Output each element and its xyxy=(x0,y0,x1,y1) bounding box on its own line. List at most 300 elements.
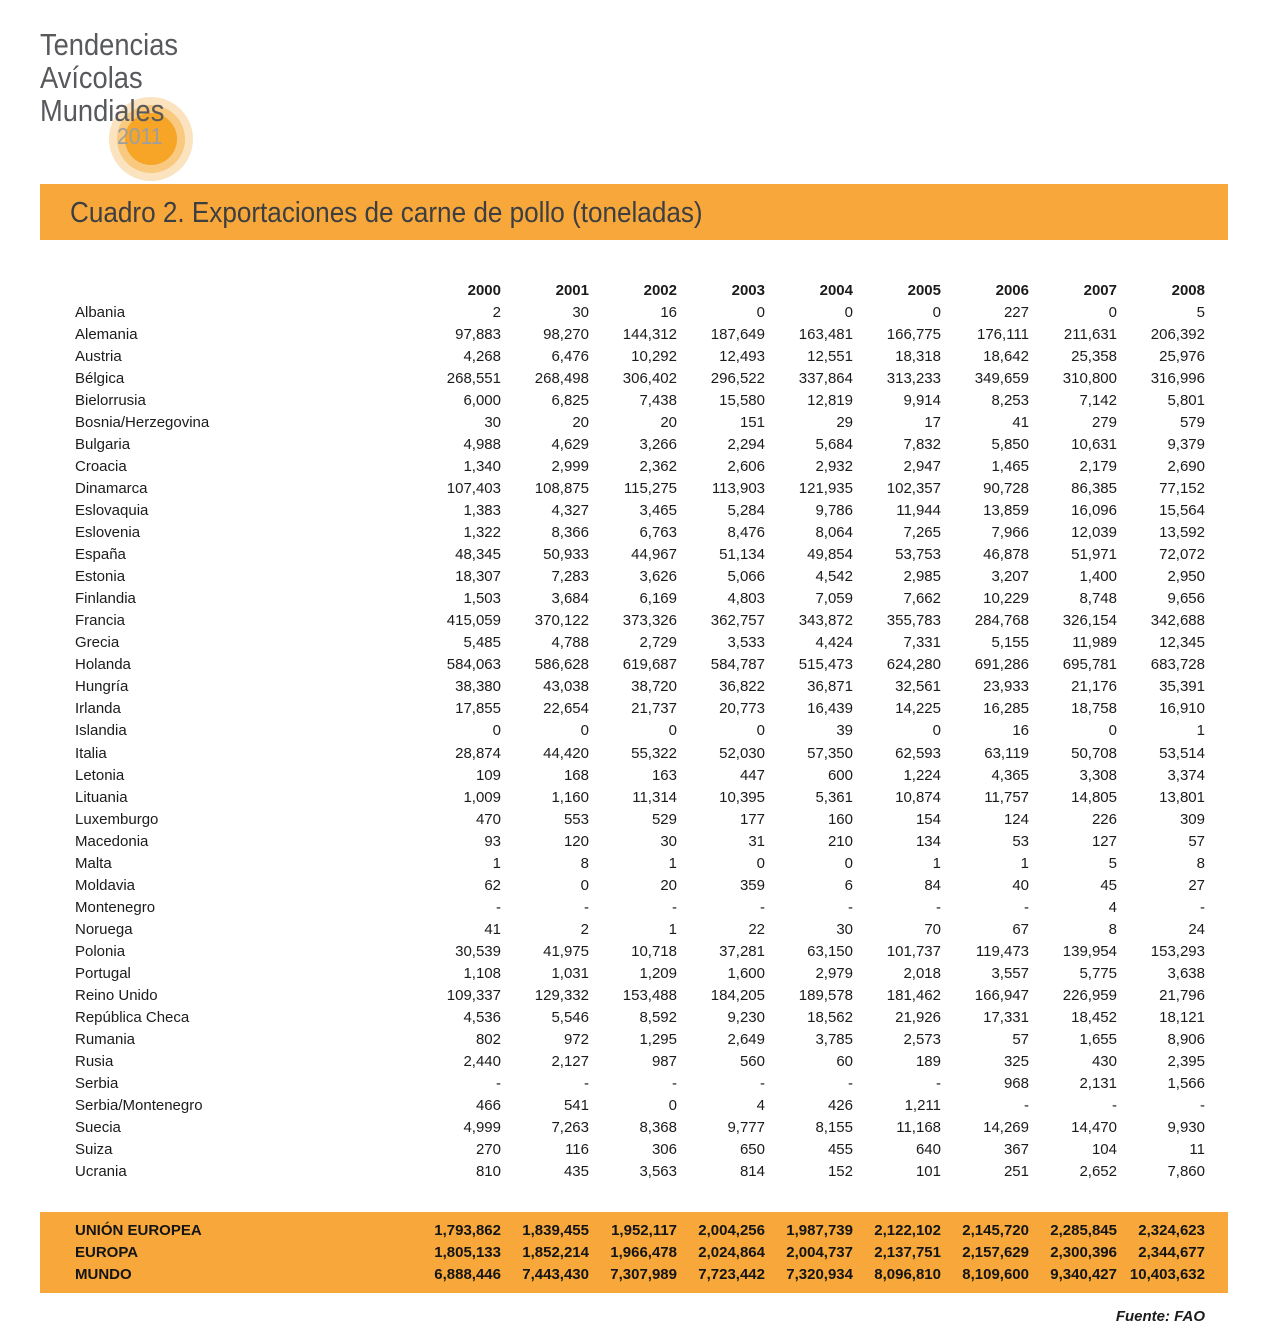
cell-value: 38,380 xyxy=(455,678,501,696)
row-label: Islandia xyxy=(75,722,127,740)
cell-value: 3,266 xyxy=(639,435,677,453)
cell-value: 2,122,102 xyxy=(874,1221,941,1239)
cell-value: 2,947 xyxy=(903,457,941,475)
logo xyxy=(40,28,197,127)
cell-value: 166,775 xyxy=(886,325,941,343)
row-label: Portugal xyxy=(75,964,131,982)
cell-value: 7,263 xyxy=(551,1119,589,1137)
table-row xyxy=(75,918,1205,940)
cell-value: 2,606 xyxy=(727,457,765,475)
table-row xyxy=(75,1117,1205,1139)
cell-value: 309 xyxy=(1179,810,1205,828)
cell-value: 115,275 xyxy=(623,479,677,497)
cell-value: 16,285 xyxy=(983,700,1029,718)
cell-value: 176,111 xyxy=(977,325,1029,343)
table-row xyxy=(75,874,1205,896)
cell-value: 1,108 xyxy=(463,964,501,982)
table-row xyxy=(75,676,1205,698)
cell-value: 7,662 xyxy=(903,590,941,608)
cell-value: 2,157,629 xyxy=(962,1243,1029,1261)
cell-value: 8,748 xyxy=(1079,590,1117,608)
cell-value: - xyxy=(496,1075,501,1093)
cell-value: 8 xyxy=(580,854,589,872)
cell-value: 163,481 xyxy=(798,325,853,343)
cell-value: 4,327 xyxy=(551,501,589,519)
cell-value: 41,975 xyxy=(543,942,589,960)
cell-value: 16,096 xyxy=(1071,501,1117,519)
cell-value: 1 xyxy=(492,854,501,872)
cell-value: 14,269 xyxy=(983,1119,1029,1137)
cell-value: 7,723,442 xyxy=(698,1266,765,1284)
table-row xyxy=(75,962,1205,984)
cell-value: 134 xyxy=(915,832,941,850)
cell-value: 144,312 xyxy=(622,325,677,343)
cell-value: 3,785 xyxy=(815,1031,853,1049)
table-row xyxy=(75,720,1205,742)
row-label: Lituania xyxy=(75,788,128,806)
cell-value: 11,168 xyxy=(896,1119,941,1137)
cell-value: 206,392 xyxy=(1150,325,1205,343)
cell-value: 3,374 xyxy=(1167,766,1205,784)
year-header: 2000 xyxy=(467,281,501,299)
year-header: 2001 xyxy=(555,281,589,299)
cell-value: 6,476 xyxy=(551,347,589,365)
cell-value: - xyxy=(1200,1097,1205,1115)
summary-band xyxy=(40,1212,1228,1293)
cell-value: 10,631 xyxy=(1071,435,1117,453)
cell-value: 7,860 xyxy=(1167,1163,1205,1181)
table-row xyxy=(75,433,1205,455)
cell-value: 6,825 xyxy=(551,391,589,409)
cell-value: 1,211 xyxy=(904,1097,941,1115)
cell-value: 0 xyxy=(756,854,765,872)
cell-value: 373,326 xyxy=(622,612,677,630)
year-header: 2004 xyxy=(819,281,853,299)
cell-value: - xyxy=(760,898,765,916)
cell-value: 9,777 xyxy=(727,1119,765,1137)
cell-value: 62 xyxy=(484,876,501,894)
cell-value: 0 xyxy=(580,876,589,894)
row-label: Alemania xyxy=(75,325,138,343)
cell-value: 2,999 xyxy=(551,457,589,475)
row-label: Reino Unido xyxy=(75,987,158,1005)
table-row xyxy=(75,808,1205,830)
cell-value: 279 xyxy=(1091,413,1117,431)
cell-value: 50,933 xyxy=(543,546,589,564)
cell-value: 14,225 xyxy=(895,700,941,718)
cell-value: 5,155 xyxy=(991,634,1029,652)
cell-value: 1,839,455 xyxy=(522,1221,589,1239)
row-label: Eslovenia xyxy=(75,524,141,542)
row-label: Suiza xyxy=(75,1141,113,1159)
cell-value: 2,440 xyxy=(463,1053,501,1071)
table-row xyxy=(75,499,1205,521)
cell-value: 35,391 xyxy=(1159,678,1205,696)
cell-value: 2,127 xyxy=(551,1053,589,1071)
cell-value: 972 xyxy=(563,1031,589,1049)
cell-value: 20 xyxy=(660,413,677,431)
cell-value: 29 xyxy=(836,413,853,431)
cell-value: 72,072 xyxy=(1159,546,1205,564)
row-label: Estonia xyxy=(75,568,126,586)
cell-value: - xyxy=(584,1075,589,1093)
cell-value: 11,989 xyxy=(1072,634,1117,652)
cell-value: 0 xyxy=(756,722,765,740)
summary-table xyxy=(75,1219,1228,1286)
cell-value: 25,976 xyxy=(1159,347,1205,365)
row-label: Grecia xyxy=(75,634,120,652)
cell-value: 51,971 xyxy=(1071,546,1117,564)
cell-value: 0 xyxy=(580,722,589,740)
cell-value: 4,629 xyxy=(551,435,589,453)
cell-value: 640 xyxy=(915,1141,941,1159)
row-label: Holanda xyxy=(75,656,131,674)
cell-value: 5,284 xyxy=(727,501,765,519)
cell-value: 7,307,989 xyxy=(610,1266,677,1284)
row-label: MUNDO xyxy=(75,1266,132,1284)
row-label: Eslovaquia xyxy=(75,501,149,519)
cell-value: 2,362 xyxy=(639,457,677,475)
cell-value: 67 xyxy=(1012,920,1029,938)
cell-value: 15,564 xyxy=(1159,501,1205,519)
cell-value: 1,952,117 xyxy=(611,1221,677,1239)
cell-value: - xyxy=(848,898,853,916)
cell-value: 541 xyxy=(563,1097,589,1115)
cell-value: 11,944 xyxy=(896,501,941,519)
row-label: Finlandia xyxy=(75,590,136,608)
cell-value: 38,720 xyxy=(631,678,677,696)
table-row xyxy=(75,764,1205,786)
cell-value: 12,551 xyxy=(807,347,853,365)
cell-value: 0 xyxy=(844,303,853,321)
table-row xyxy=(75,323,1205,345)
cell-value: 8,096,810 xyxy=(874,1266,941,1284)
cell-value: 343,872 xyxy=(798,612,853,630)
cell-value: 12,819 xyxy=(807,391,853,409)
table-row xyxy=(75,698,1205,720)
cell-value: 48,345 xyxy=(455,546,501,564)
cell-value: 5 xyxy=(1196,303,1205,321)
cell-value: 36,871 xyxy=(807,678,853,696)
cell-value: 695,781 xyxy=(1062,656,1117,674)
exports-table xyxy=(75,279,1205,1183)
table-row xyxy=(75,301,1205,323)
cell-value: 1 xyxy=(1196,722,1205,740)
cell-value: 13,801 xyxy=(1159,788,1205,806)
table-row xyxy=(75,1095,1205,1117)
row-label: Malta xyxy=(75,854,112,872)
cell-value: 37,281 xyxy=(719,942,765,960)
cell-value: 9,914 xyxy=(903,391,941,409)
cell-value: 1,295 xyxy=(639,1031,677,1049)
summary-row xyxy=(75,1264,1228,1286)
cell-value: - xyxy=(496,898,501,916)
cell-value: 102,357 xyxy=(886,479,941,497)
cell-value: 6,000 xyxy=(463,391,501,409)
cell-value: 8,064 xyxy=(815,524,853,542)
cell-value: 2,300,396 xyxy=(1050,1243,1117,1261)
cell-value: 13,859 xyxy=(983,501,1029,519)
cell-value: 39 xyxy=(836,722,853,740)
cell-value: 4,788 xyxy=(551,634,589,652)
cell-value: 0 xyxy=(1108,722,1117,740)
table-row xyxy=(75,367,1205,389)
row-label: EUROPA xyxy=(75,1243,139,1261)
table-row xyxy=(75,1139,1205,1161)
cell-value: 5,684 xyxy=(815,435,853,453)
cell-value: 36,822 xyxy=(719,678,765,696)
row-label: Croacia xyxy=(75,457,127,475)
cell-value: 7,966 xyxy=(991,524,1029,542)
cell-value: 5,066 xyxy=(727,568,765,586)
table-row xyxy=(75,1007,1205,1029)
table-row xyxy=(75,588,1205,610)
table-row xyxy=(75,852,1205,874)
cell-value: 5,775 xyxy=(1079,964,1117,982)
cell-value: 1,224 xyxy=(903,766,941,784)
cell-value: 2,344,677 xyxy=(1138,1243,1205,1261)
row-label: Rusia xyxy=(75,1053,114,1071)
table-title: Cuadro 2. Exportaciones de carne de pollo (toneladas) xyxy=(70,197,703,229)
cell-value: 2,294 xyxy=(727,435,765,453)
cell-value: 45 xyxy=(1100,876,1117,894)
cell-value: 0 xyxy=(1108,303,1117,321)
cell-value: 1,503 xyxy=(463,590,501,608)
row-label: Serbia/Montenegro xyxy=(75,1097,203,1115)
cell-value: - xyxy=(1200,898,1205,916)
row-label: Bosnia/Herzegovina xyxy=(75,413,210,431)
cell-value: 9,656 xyxy=(1167,590,1205,608)
cell-value: 16 xyxy=(660,303,677,321)
cell-value: 17 xyxy=(924,413,941,431)
table-row xyxy=(75,654,1205,676)
cell-value: 8,109,600 xyxy=(962,1266,1029,1284)
cell-value: 18,452 xyxy=(1071,1009,1117,1027)
cell-value: 2,985 xyxy=(903,568,941,586)
cell-value: 18,121 xyxy=(1159,1009,1205,1027)
cell-value: 8,368 xyxy=(639,1119,677,1137)
cell-value: 153,293 xyxy=(1150,942,1205,960)
cell-value: 9,930 xyxy=(1167,1119,1205,1137)
cell-value: 683,728 xyxy=(1150,656,1205,674)
cell-value: 30 xyxy=(572,303,589,321)
cell-value: 3,465 xyxy=(639,501,677,519)
cell-value: 25,358 xyxy=(1071,347,1117,365)
row-label: UNIÓN EUROPEA xyxy=(75,1221,202,1239)
cell-value: 1,600 xyxy=(727,964,765,982)
cell-value: 515,473 xyxy=(798,656,853,674)
cell-value: 251 xyxy=(1003,1163,1029,1181)
cell-value: 3,626 xyxy=(639,568,677,586)
cell-value: 430 xyxy=(1091,1053,1117,1071)
cell-value: 359 xyxy=(739,876,765,894)
logo-line-2: Avícolas xyxy=(40,60,143,95)
row-label: Suecia xyxy=(75,1119,121,1137)
cell-value: 1,805,133 xyxy=(434,1243,501,1261)
cell-value: 4,803 xyxy=(727,590,765,608)
cell-value: 313,233 xyxy=(886,369,941,387)
year-header: 2003 xyxy=(731,281,765,299)
cell-value: 181,462 xyxy=(886,987,941,1005)
cell-value: 151 xyxy=(739,413,765,431)
cell-value: 2,004,256 xyxy=(698,1221,765,1239)
year-header: 2007 xyxy=(1083,281,1117,299)
cell-value: 17,331 xyxy=(983,1009,1029,1027)
cell-value: 1,566 xyxy=(1167,1075,1205,1093)
row-label: Rumania xyxy=(75,1031,136,1049)
cell-value: 1,031 xyxy=(551,964,589,982)
cell-value: 43,038 xyxy=(543,678,589,696)
row-label: Noruega xyxy=(75,920,133,938)
cell-value: 77,152 xyxy=(1159,479,1205,497)
row-label: Polonia xyxy=(75,942,126,960)
cell-value: 7,438 xyxy=(639,391,677,409)
cell-value: 4 xyxy=(1108,898,1117,916)
row-label: Dinamarca xyxy=(75,479,148,497)
cell-value: 2,179 xyxy=(1079,457,1117,475)
row-label: Bulgaria xyxy=(75,435,131,453)
cell-value: 268,498 xyxy=(534,369,589,387)
year-header: 2005 xyxy=(907,281,941,299)
cell-value: 2,324,623 xyxy=(1138,1221,1205,1239)
cell-value: 11,314 xyxy=(632,788,677,806)
cell-value: 10,718 xyxy=(631,942,677,960)
cell-value: 415,059 xyxy=(446,612,501,630)
cell-value: - xyxy=(1024,1097,1029,1115)
cell-value: 0 xyxy=(668,722,677,740)
source-note: Fuente: FAO xyxy=(1115,1308,1205,1325)
cell-value: 11 xyxy=(1189,1141,1205,1159)
cell-value: 2,729 xyxy=(639,634,677,652)
cell-value: 7,320,934 xyxy=(786,1266,853,1284)
cell-value: 5,546 xyxy=(551,1009,589,1027)
table-row xyxy=(75,830,1205,852)
cell-value: 0 xyxy=(668,1097,677,1115)
cell-value: 4 xyxy=(756,1097,765,1115)
cell-value: 57 xyxy=(1012,1031,1029,1049)
cell-value: 455 xyxy=(827,1141,853,1159)
cell-value: 7,142 xyxy=(1079,391,1117,409)
cell-value: 8,592 xyxy=(639,1009,677,1027)
cell-value: 6 xyxy=(844,876,853,894)
cell-value: 1,465 xyxy=(991,457,1029,475)
cell-value: 153,488 xyxy=(622,987,677,1005)
row-label: Bielorrusia xyxy=(75,391,146,409)
cell-value: 8,906 xyxy=(1167,1031,1205,1049)
table-row xyxy=(75,411,1205,433)
cell-value: 10,229 xyxy=(983,590,1029,608)
cell-value: 5,361 xyxy=(815,788,853,806)
row-label: República Checa xyxy=(75,1009,190,1027)
cell-value: 2,131 xyxy=(1079,1075,1117,1093)
table-row xyxy=(75,632,1205,654)
cell-value: 2,285,845 xyxy=(1050,1221,1117,1239)
cell-value: 316,996 xyxy=(1150,369,1205,387)
cell-value: 210 xyxy=(827,832,853,850)
cell-value: 5 xyxy=(1108,854,1117,872)
cell-value: 0 xyxy=(932,722,941,740)
cell-value: 62,593 xyxy=(895,744,941,762)
cell-value: 227 xyxy=(1003,303,1029,321)
cell-value: 22,654 xyxy=(543,700,589,718)
cell-value: 7,832 xyxy=(903,435,941,453)
cell-value: 5,485 xyxy=(463,634,501,652)
cell-value: 11,757 xyxy=(984,788,1029,806)
cell-value: 1,852,214 xyxy=(522,1243,589,1261)
cell-value: 306,402 xyxy=(622,369,677,387)
cell-value: 226 xyxy=(1091,810,1117,828)
cell-value: 12,039 xyxy=(1071,524,1117,542)
cell-value: 2,652 xyxy=(1079,1163,1117,1181)
cell-value: 355,783 xyxy=(886,612,941,630)
cell-value: 13,592 xyxy=(1159,524,1205,542)
cell-value: - xyxy=(848,1075,853,1093)
cell-value: 4,542 xyxy=(815,568,853,586)
cell-value: 6,169 xyxy=(639,590,677,608)
cell-value: 70 xyxy=(924,920,941,938)
summary-row xyxy=(75,1241,1228,1263)
cell-value: 0 xyxy=(492,722,501,740)
cell-value: 166,947 xyxy=(974,987,1029,1005)
cell-value: 810 xyxy=(475,1163,501,1181)
row-label: Serbia xyxy=(75,1075,119,1093)
cell-value: 5,801 xyxy=(1167,391,1205,409)
cell-value: 2,395 xyxy=(1167,1053,1205,1071)
cell-value: 529 xyxy=(651,810,677,828)
cell-value: 226,959 xyxy=(1062,987,1117,1005)
cell-value: 7,443,430 xyxy=(522,1266,589,1284)
cell-value: 18,642 xyxy=(983,347,1029,365)
cell-value: 2,018 xyxy=(903,964,941,982)
cell-value: 9,230 xyxy=(727,1009,765,1027)
cell-value: 600 xyxy=(827,766,853,784)
cell-value: 619,687 xyxy=(622,656,677,674)
cell-value: 86,385 xyxy=(1071,479,1117,497)
cell-value: 3,207 xyxy=(991,568,1029,586)
cell-value: 4,268 xyxy=(463,347,501,365)
cell-value: - xyxy=(672,1075,677,1093)
cell-value: 691,286 xyxy=(974,656,1029,674)
cell-value: 28,874 xyxy=(455,744,501,762)
cell-value: 139,954 xyxy=(1062,942,1117,960)
cell-value: 3,563 xyxy=(639,1163,677,1181)
cell-value: 584,063 xyxy=(446,656,501,674)
cell-value: 426 xyxy=(827,1097,853,1115)
cell-value: 447 xyxy=(739,766,765,784)
cell-value: 129,332 xyxy=(534,987,589,1005)
cell-value: 24 xyxy=(1188,920,1205,938)
year-header-row xyxy=(75,279,1205,301)
row-label: Montenegro xyxy=(75,898,156,916)
cell-value: - xyxy=(672,898,677,916)
cell-value: 342,688 xyxy=(1150,612,1205,630)
cell-value: 187,649 xyxy=(710,325,765,343)
cell-value: 2,649 xyxy=(727,1031,765,1049)
cell-value: 367 xyxy=(1003,1141,1029,1159)
cell-value: 1 xyxy=(668,920,677,938)
cell-value: 2,024,864 xyxy=(698,1243,765,1261)
cell-value: 46,878 xyxy=(983,546,1029,564)
row-label: Italia xyxy=(75,744,107,762)
cell-value: 3,638 xyxy=(1167,964,1205,982)
row-label: Albania xyxy=(75,303,126,321)
logo-year: 2011 xyxy=(117,123,163,149)
cell-value: 27 xyxy=(1188,876,1205,894)
cell-value: 1 xyxy=(932,854,941,872)
cell-value: 184,205 xyxy=(710,987,765,1005)
cell-value: 306 xyxy=(651,1141,677,1159)
cell-value: 53 xyxy=(1012,832,1029,850)
